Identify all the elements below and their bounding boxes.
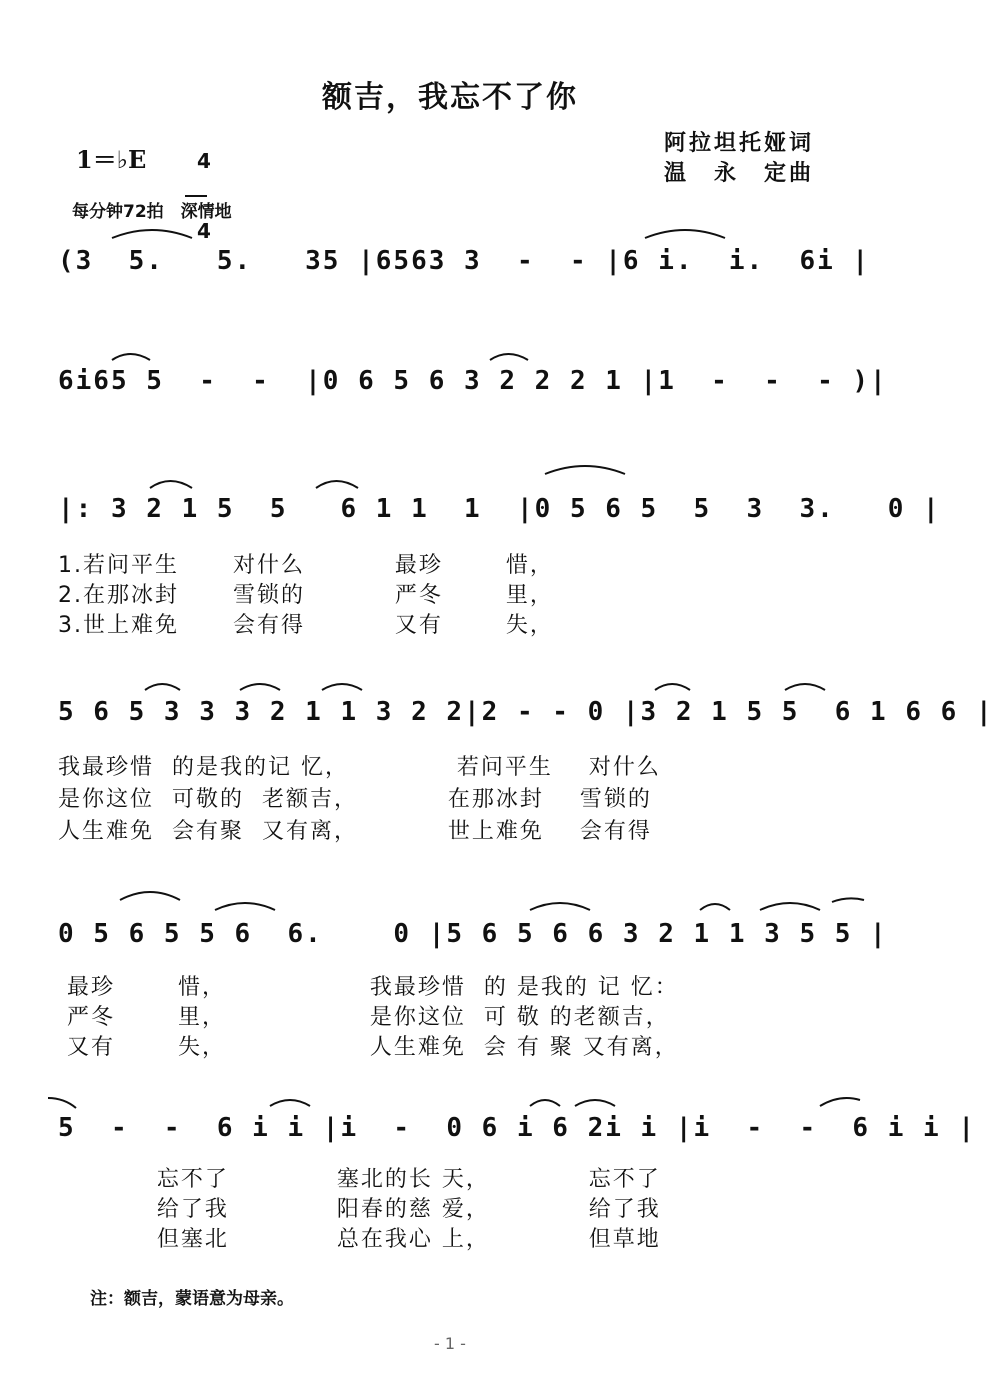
slur [120,892,180,900]
system-5-lyric-1: 最珍 惜， 我最珍惜 的 是我的 记 忆： [58,975,679,1000]
system-4-lyric-1: 我最珍惜 的是我的记 忆， 若问平生 对什么 [58,755,661,780]
system-5-lyric-2: 严冬 里， 是你这位 可 敬 的老额吉， [58,1005,670,1030]
system-6-notes: 5 - - 6 i i |i - 0 6 i 6 2i i |i - - 6 i i | [58,1113,976,1143]
system-3-lyric-1: 1.若问平生 对什么 最珍 惜， [58,553,554,578]
slur [820,1098,860,1106]
system-2-notes: 6i65 5 - - |0 6 5 6 3 2 2 2 1 |1 - - - )| [58,366,888,396]
slur [645,230,725,238]
system-3-notes: |: 3 2 1 5 5 6 1 1 1 |0 5 6 5 5 3 3. 0 | [58,494,941,524]
system-1-notes: (3 5. 5. 35 |6563 3 - - |6 i. i. 6i | [58,246,871,276]
slur [316,481,358,488]
time-sig-top: 4 [196,149,211,173]
slur [270,1100,310,1106]
slur [785,684,825,690]
slur [48,1098,76,1108]
system-5-lyric-3: 又有 失， 人生难免 会 有 聚 又有离， [58,1035,679,1060]
slur [530,903,590,910]
system-3-lyric-3: 3.世上难免 会有得 又有 失， [58,613,554,638]
slur [545,466,625,474]
system-4-notes: 5 6 5 3 3 3 2 1 1 3 2 2|2 - - 0 |3 2 1 5 5 6 1 6 6 | [58,697,994,727]
lyricist-credit: 阿拉坦托娅词 [664,130,815,156]
slur [112,354,150,360]
system-4-lyric-3: 人生难免 会有聚 又有离， 世上难免 会有得 [58,819,652,844]
slur [240,684,280,690]
slur [112,230,192,238]
slur [145,684,180,690]
system-6-lyric-3: 但塞北 总在我心 上， 但草地 [58,1227,661,1252]
footnote: 注：额吉，蒙语意为母亲。 [90,1289,294,1309]
slur [322,684,362,690]
slur [490,354,528,360]
slur [700,904,730,910]
slur [575,1100,615,1106]
song-title: 额吉，我忘不了你 [322,80,578,115]
slur [150,481,192,488]
system-6-lyric-2: 给了我 阳春的慈 爱， 给了我 [58,1197,661,1222]
slur [760,903,820,910]
system-5-notes: 0 5 6 5 5 6 6. 0 |5 6 5 6 6 3 2 1 1 3 5 5 | [58,919,888,949]
tempo-marking: 每分钟72拍 深情地 [72,202,232,222]
system-4-lyric-2: 是你这位 可敬的 老额吉， 在那冰封 雪锁的 [58,787,652,812]
system-3-lyric-2: 2.在那冰封 雪锁的 严冬 里， [58,583,554,608]
slur [215,903,275,910]
page-number: - 1 - [434,1334,466,1353]
composer-credit: 温 永 定曲 [664,160,815,186]
slur [832,898,864,902]
slur [655,684,690,690]
time-sig-bottom: 4 [196,219,211,243]
key-signature: 1＝♭E [76,145,147,174]
system-6-lyric-1: 忘不了 塞北的长 天， 忘不了 [58,1167,661,1192]
slur [530,1100,560,1106]
